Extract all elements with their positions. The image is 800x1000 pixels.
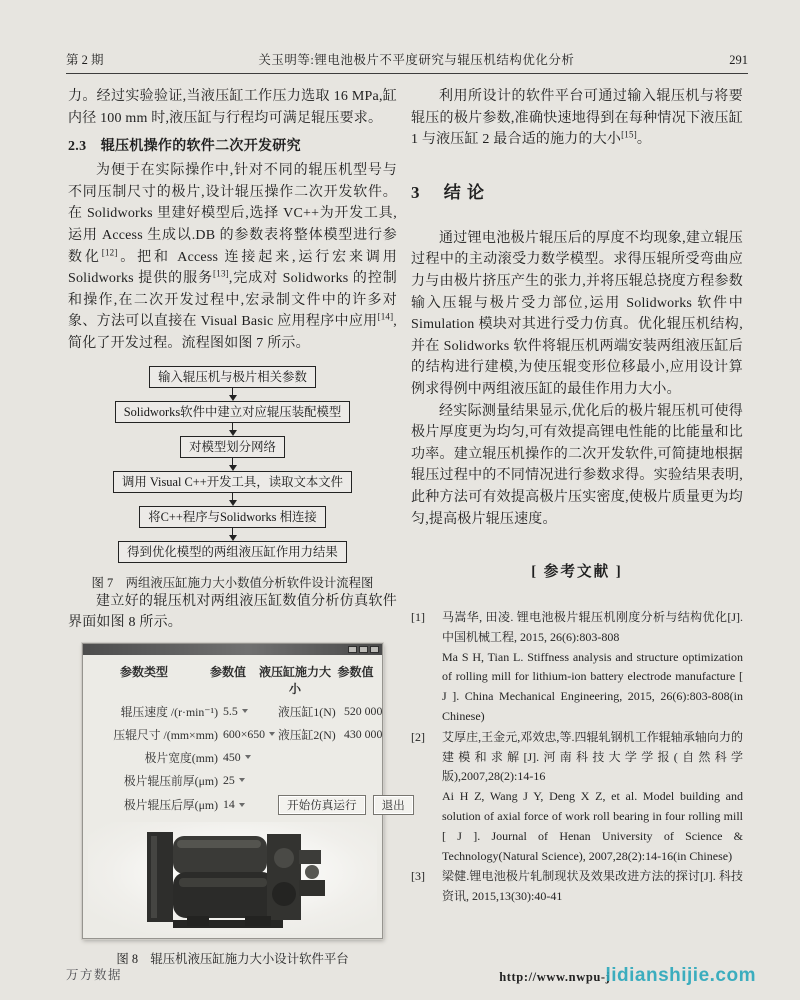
param-value-electrode-width: 450 bbox=[218, 750, 278, 765]
reference-text-en: Ma S H, Tian L. Stiffness analysis and structure optimization of rolling mill for lithium-ion battery electrode manufacture [ J ]. China Mechanical Engineering, 2015, 26(6):803-808(in Chinese) bbox=[442, 649, 743, 724]
fig8-window-body bbox=[83, 655, 405, 938]
fig8-button-group bbox=[278, 795, 417, 815]
fig8-param-row bbox=[88, 726, 383, 743]
citation-13: [13] bbox=[213, 268, 229, 279]
fig8-param-row bbox=[88, 772, 377, 789]
result-label-cylinder1: 液压缸1(N) bbox=[278, 704, 336, 719]
column-header-force-value: 参数值 bbox=[337, 664, 374, 679]
flowchart-arrow bbox=[232, 458, 234, 465]
dropdown-arrow-icon bbox=[242, 709, 248, 713]
param-label-speed: 辊压速度 /(r·min⁻¹) bbox=[120, 704, 218, 719]
paragraph-software-development: 为便于在实际操作中,针对不同的辊压机型号与不同压制尺寸的极片,设计辊压操作二次开发软件。在 Solidworks 里建好模型后,选择 VC++为开发工具,运用 Access 生成以.DB 的参数表将整体模型进行参数化[12]。把和 Access 连接起来,运行宏来调用 Solidworks 提供的服务[13],完成对 Solidworks 的控制和操作,在二次开发过程中,宏录制文件中的许多对象、方法可以直接在 Visual Basic 应用程序中应用[14],简化了开发过程。流程图如图 7 所示。 bbox=[68, 163, 397, 351]
result-value-cylinder1: 520 000 bbox=[344, 703, 383, 718]
window-minimize-icon bbox=[348, 646, 357, 653]
fig8-window-titlebar bbox=[83, 644, 382, 655]
param-label-roll-size: 压辊尺寸 /(mm×mm) bbox=[113, 727, 218, 742]
flowchart-step-5: 将C++程序与Solidworks 相连接 bbox=[139, 506, 326, 528]
page-number: 291 bbox=[729, 53, 748, 67]
param-label-thickness-before: 极片辊压前厚(μm) bbox=[123, 773, 218, 788]
fig8-param-row bbox=[88, 749, 377, 766]
figure7-flowchart bbox=[68, 366, 397, 563]
reference-number: [2] bbox=[411, 729, 425, 744]
param-value-thickness-after: 14 bbox=[218, 797, 278, 812]
param-label-thickness-after: 极片辊压后厚(μm) bbox=[123, 798, 218, 813]
window-maximize-icon bbox=[359, 646, 368, 653]
dropdown-arrow-icon bbox=[269, 732, 275, 736]
flowchart-arrow bbox=[232, 528, 234, 535]
flowchart-arrow bbox=[232, 388, 234, 395]
reference-text-en: Ai H Z, Wang J Y, Deng X Z, et al. Model building and solution of axial force of work roll bearing in four rolling mill [ J ]. Journal of Henan University of Science & Technology(Natural Science), 2007,28(2):14-16(in Chinese) bbox=[442, 789, 743, 863]
reference-item-3 bbox=[411, 867, 743, 907]
param-label-electrode-width: 极片宽度(mm) bbox=[144, 750, 218, 765]
result-label-cylinder2: 液压缸2(N) bbox=[278, 727, 336, 742]
paragraph-conclusion-1: 通过锂电池极片辊压后的厚度不均现象,建立辊压过程中的主动滚受力数学模型。求得压辊所受弯曲应力与由极片挤压产生的张力,并将压辊总挠度方程参数输入压辊与极片受力部位,运用 Solidworks 软件中 Simulation 模块对其进行受力仿真。优化辊压机结构,并在 Solidworks 软件将辊压机两端安装两组液压缸后的结构进行建模,为使压辊变形位移最小,应用设计算例求得例中两组液压缸的最佳作用力大小。 bbox=[411, 230, 743, 397]
journal-issue: 第 2 期 bbox=[66, 53, 104, 67]
flowchart-step-3: 对模型划分网络 bbox=[180, 436, 285, 458]
column-header-param-type: 参数类型 bbox=[119, 664, 168, 679]
reference-item-2 bbox=[411, 728, 743, 867]
citation-15: [15] bbox=[621, 129, 637, 140]
reference-number: [1] bbox=[411, 610, 425, 625]
page-header bbox=[66, 50, 748, 74]
footer-url-area bbox=[499, 965, 756, 987]
running-title: 关玉明等:锂电池极片不平度研究与辊压机结构优化分析 bbox=[258, 53, 575, 67]
flowchart-step-6: 得到优化模型的两组液压缸作用力结果 bbox=[118, 541, 347, 563]
reference-text-zh: 梁健.锂电池极片轧制现状及效果改进方法的探讨[J]. 科技资讯, 2015,13(30):40-41 bbox=[442, 869, 743, 904]
param-value-roll-size: 600×650 bbox=[218, 727, 278, 742]
param-value-speed: 5.5 bbox=[218, 704, 278, 719]
param-value-thickness-before: 25 bbox=[218, 773, 278, 788]
fig8-table-header bbox=[88, 663, 377, 697]
flowchart-step-4: 调用 Visual C++开发工具，读取文本文件 bbox=[113, 471, 352, 493]
site-watermark: lidianshijie.com bbox=[605, 965, 756, 986]
references-heading: [ 参考文献 ] bbox=[531, 564, 623, 581]
fig8-param-row bbox=[88, 795, 405, 815]
section-heading-2-3: 2.3 辊压机操作的软件二次开发研究 bbox=[68, 139, 301, 155]
dropdown-arrow-icon bbox=[245, 755, 251, 759]
figure8-software-window bbox=[82, 643, 405, 939]
reference-text-zh: 艾厚庄,王金元,邓效忠,等.四辊轧钢机工作辊轴承轴向力的建模和求解[J].河南科技大学学报(自然科学版),2007,28(2):14-16 bbox=[442, 729, 743, 784]
column-header-param-value: 参数值 bbox=[209, 664, 246, 679]
wanfang-data-watermark: 万方数据 bbox=[66, 968, 123, 982]
start-simulation-button: 开始仿真运行 bbox=[278, 795, 366, 815]
paragraph-conclusion-2: 经实际测量结果显示,优化后的极片辊压机可使得极片厚度更为均匀,可有效提高锂电性能的比能量和比功率。建立辊压机操作的二次开发软件,可简捷地根据辊压过程中的不同情况进行参数求得。实验结果表明,此种方法可有效提高极片压实密度,使极片质量更为均匀,提高极片辊压速度。 bbox=[411, 403, 743, 527]
dropdown-arrow-icon bbox=[239, 803, 245, 807]
flowchart-arrow bbox=[232, 493, 234, 500]
figure7-caption: 图 7 两组液压缸施力大小数值分析软件设计流程图 bbox=[91, 575, 374, 590]
paragraph-hydraulic-conclusion: 力。经过实验验证,当液压缸工作压力选取 16 MPa,缸内径 100 mm 时,液压缸与行程均可满足辊压要求。 bbox=[68, 89, 397, 126]
dropdown-arrow-icon bbox=[239, 778, 245, 782]
paragraph-platform-usage: 利用所设计的软件平台可通过输入辊压机与将要辊压的极片参数,准确快速地得到在每种情况下液压缸 1 与液压缸 2 最合适的施力的大小[15]。 bbox=[411, 89, 743, 148]
flowchart-arrow bbox=[232, 423, 234, 430]
flowchart-step-1: 输入辊压机与极片相关参数 bbox=[149, 366, 316, 388]
citation-12: [12] bbox=[101, 246, 118, 257]
roller-machine-3d-model bbox=[127, 824, 339, 932]
paragraph-fig8-intro: 建立好的辊压机对两组液压缸数值分析仿真软件界面如图 8 所示。 bbox=[68, 593, 397, 631]
section3-heading: 3 结 论 bbox=[411, 182, 485, 202]
left-column bbox=[68, 86, 405, 967]
fig8-param-row bbox=[88, 703, 383, 720]
column-header-cylinder-force: 液压缸施力大小 bbox=[258, 664, 331, 696]
result-value-cylinder2: 430 000 bbox=[344, 726, 383, 741]
flowchart-step-2: Solidworks软件中建立对应辊压装配模型 bbox=[115, 401, 351, 423]
footer-url: http://www.nwpu-j bbox=[499, 970, 611, 984]
fig8-machine-image bbox=[88, 822, 377, 934]
reference-text-zh: 马嵩华, 田凌. 锂电池极片辊压机刚度分析与结构优化[J]. 中国机械工程, 2015, 26(6):803-808 bbox=[442, 610, 743, 644]
window-close-icon bbox=[370, 646, 379, 653]
figure8-caption: 图 8 辊压机液压缸施力大小设计软件平台 bbox=[116, 951, 349, 966]
citation-14: [14] bbox=[377, 311, 394, 322]
reference-number: [3] bbox=[411, 869, 425, 884]
reference-item-1 bbox=[411, 608, 743, 727]
exit-button: 退出 bbox=[373, 795, 414, 815]
right-column bbox=[411, 86, 743, 908]
